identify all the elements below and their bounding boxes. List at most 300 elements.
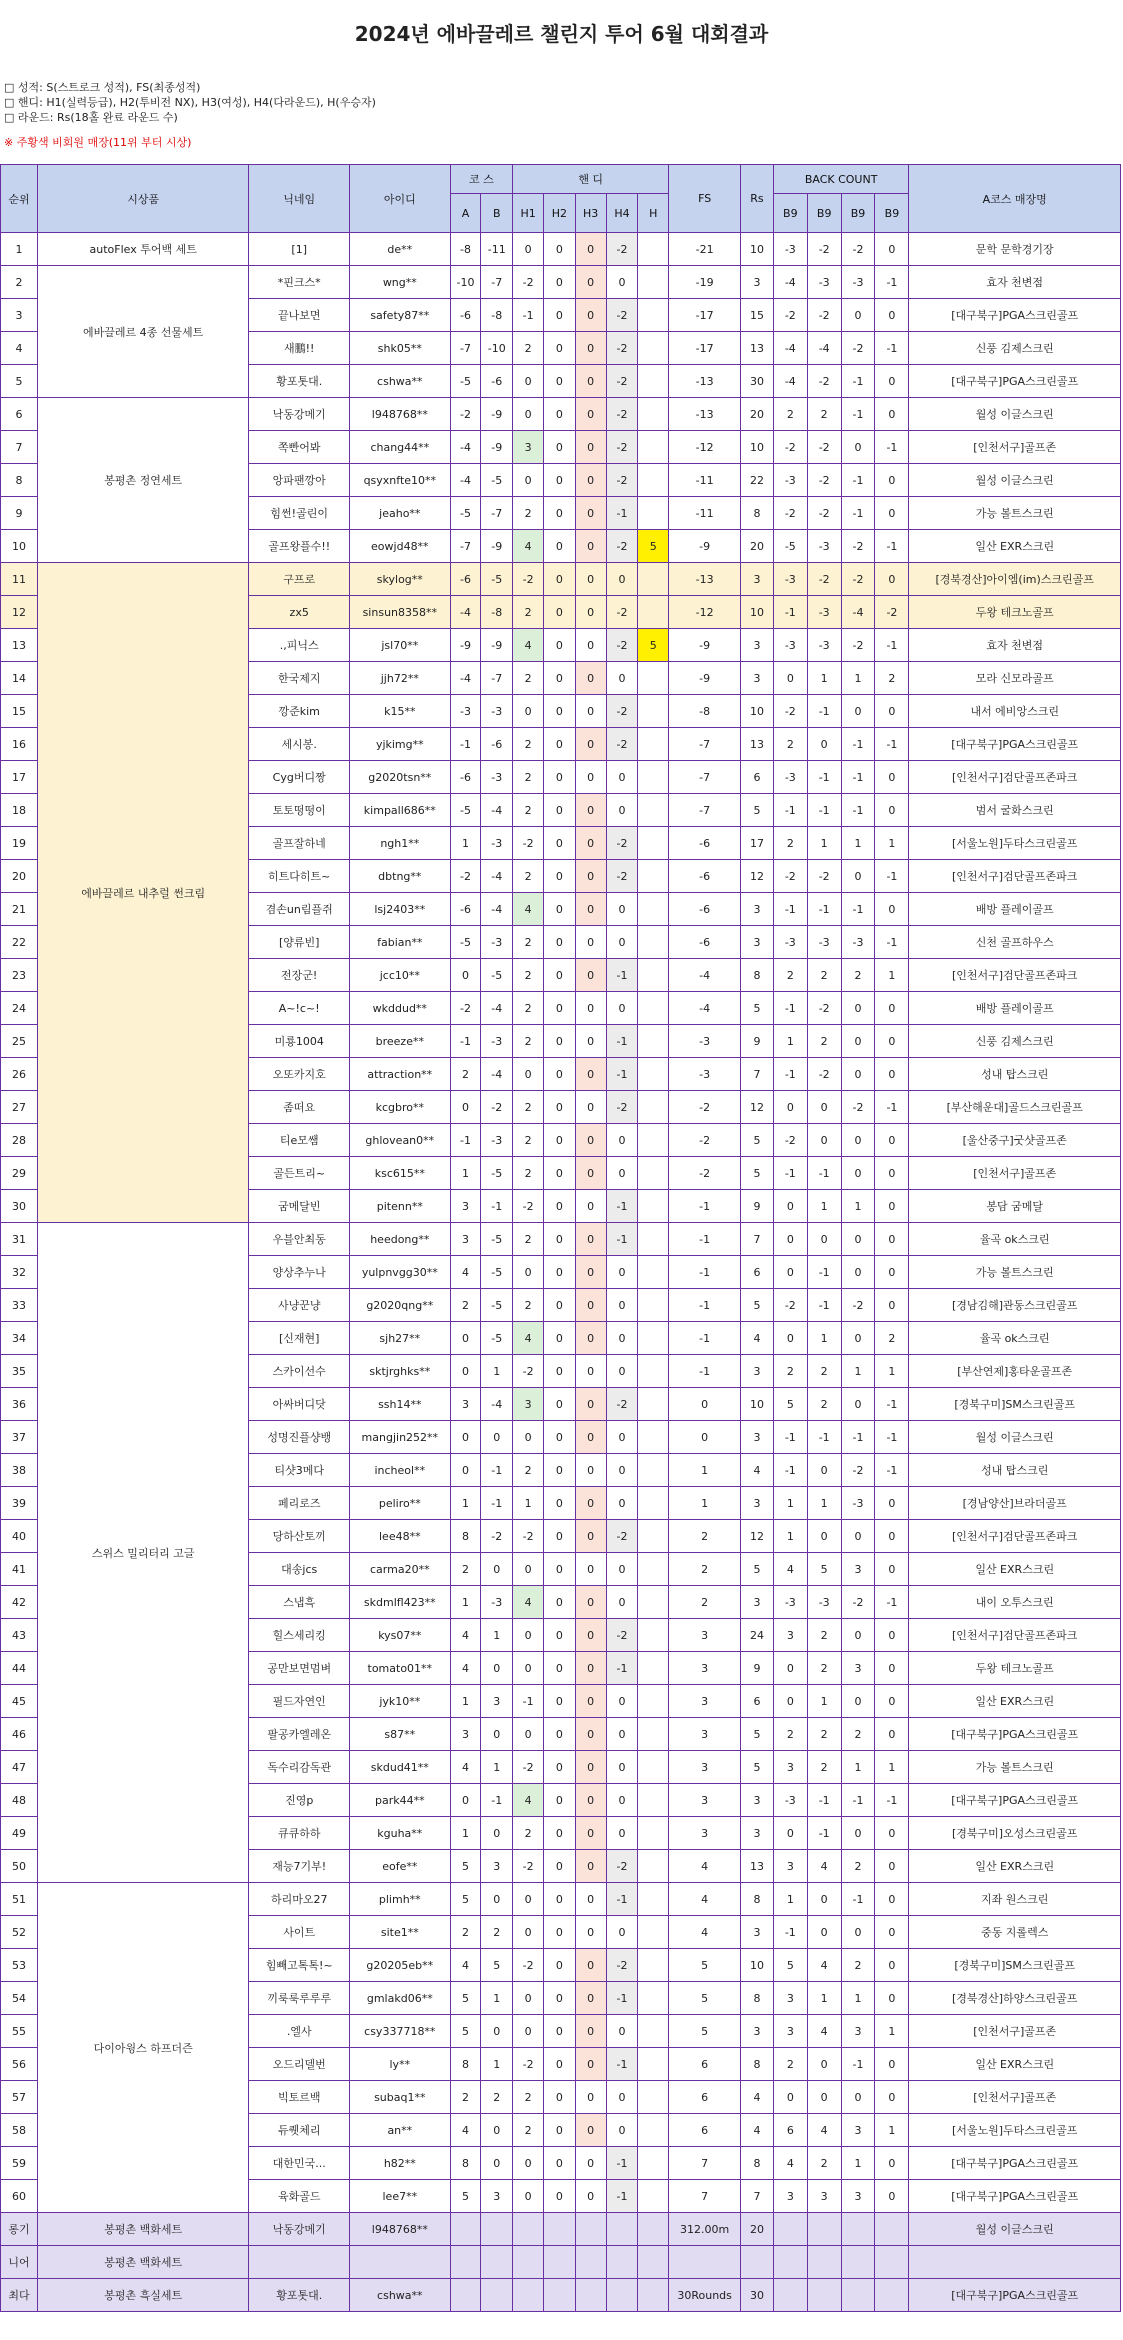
cell-h — [638, 728, 669, 761]
cell-h2: 0 — [543, 629, 575, 662]
cell-h — [638, 695, 669, 728]
cell-a: 3 — [450, 1190, 481, 1223]
cell-h3: 0 — [575, 827, 606, 860]
cell-id: ssh14** — [350, 1388, 451, 1421]
cell-h4: -1 — [606, 1223, 638, 1256]
cell-b9-4: 0 — [875, 233, 909, 266]
cell-a: 5 — [450, 1982, 481, 2015]
cell-b9-3: 3 — [841, 1553, 875, 1586]
prize-cell: 스위스 밀리터리 고글 — [37, 1223, 248, 1883]
header-a: A — [450, 194, 481, 233]
cell-b9-2: -3 — [807, 926, 841, 959]
cell-h3: 0 — [575, 1817, 606, 1850]
cell-b9-4: 0 — [875, 365, 909, 398]
cell-rs: 15 — [741, 299, 774, 332]
cell-b: -6 — [481, 365, 513, 398]
cell-b9-1: 2 — [773, 398, 807, 431]
cell-h — [638, 1091, 669, 1124]
prize-cell: 다이아윙스 하프더즌 — [37, 1883, 248, 2213]
cell-h2: 0 — [543, 1454, 575, 1487]
cell-rs: 9 — [741, 1652, 774, 1685]
cell-rs: 7 — [741, 2180, 774, 2213]
cell-b9-3: -1 — [841, 761, 875, 794]
cell-rank: 49 — [1, 1817, 38, 1850]
cell-b9-2: 4 — [807, 2114, 841, 2147]
cell-fs: -4 — [669, 992, 741, 1025]
cell-b9-4: 0 — [875, 1619, 909, 1652]
cell-store: [대구북구]PGA스크린골프 — [909, 365, 1121, 398]
cell-nick: 당하산토끼 — [249, 1520, 350, 1553]
cell-b9-4: 0 — [875, 2081, 909, 2114]
cell-h1: -2 — [513, 2048, 544, 2081]
note-rounds: □ 라운드: Rs(18홀 완료 라운드 수) — [4, 111, 178, 124]
cell-h2: 0 — [543, 695, 575, 728]
cell-h2: 0 — [543, 365, 575, 398]
cell-b9-3: -1 — [841, 2048, 875, 2081]
cell-fs: -21 — [669, 233, 741, 266]
cell-fs: 2 — [669, 1520, 741, 1553]
cell-b9-1: 0 — [773, 1817, 807, 1850]
cell-b9-1: 0 — [773, 2081, 807, 2114]
cell-b9-3: 3 — [841, 2180, 875, 2213]
cell-h1: 0 — [513, 1553, 544, 1586]
cell-h2: 0 — [543, 1124, 575, 1157]
cell-h1: 3 — [513, 1388, 544, 1421]
cell-h4: -2 — [606, 365, 638, 398]
cell-b9-1: 3 — [773, 1751, 807, 1784]
cell-id: mangjin252** — [350, 1421, 451, 1454]
cell-h3: 0 — [575, 1883, 606, 1916]
cell-b: -8 — [481, 596, 513, 629]
cell-h3: 0 — [575, 1355, 606, 1388]
cell-h1: -2 — [513, 266, 544, 299]
cell-b9-2: 2 — [807, 1751, 841, 1784]
cell-b9-4: 1 — [875, 1355, 909, 1388]
cell-h3: 0 — [575, 1652, 606, 1685]
cell-h3: 0 — [575, 1091, 606, 1124]
cell-a: 5 — [450, 2015, 481, 2048]
cell-fs: 3 — [669, 1652, 741, 1685]
cell-rs: 9 — [741, 1025, 774, 1058]
cell-h — [638, 365, 669, 398]
cell-h2: 0 — [543, 1619, 575, 1652]
cell-rank: 1 — [1, 233, 38, 266]
cell-b9-3: -2 — [841, 1289, 875, 1322]
cell-nick: 황포톳대. — [249, 365, 350, 398]
cell-rank: 41 — [1, 1553, 38, 1586]
cell-fs: 7 — [669, 2180, 741, 2213]
cell-b9-1: -2 — [773, 1124, 807, 1157]
cell-fs: -17 — [669, 332, 741, 365]
cell-b9-4: 0 — [875, 695, 909, 728]
cell-store: [인천서구]검단골프존파크 — [909, 1619, 1121, 1652]
cell-rs: 3 — [741, 893, 774, 926]
cell-b9-1: -4 — [773, 266, 807, 299]
cell-store: 월성 이글스크린 — [909, 1421, 1121, 1454]
cell-b9-2: 2 — [807, 959, 841, 992]
cell-b9-4: 0 — [875, 1916, 909, 1949]
cell-h2: 0 — [543, 398, 575, 431]
footer-store: [대구북구]PGA스크린골프 — [909, 2279, 1121, 2312]
cell-h3: 0 — [575, 1982, 606, 2015]
cell-b9-4: 0 — [875, 1124, 909, 1157]
cell-fs: 6 — [669, 2114, 741, 2147]
cell-b9-2: 4 — [807, 1949, 841, 1982]
cell-h2: 0 — [543, 1652, 575, 1685]
prize-cell: 에바끌레르 내추럴 썬크림 — [37, 563, 248, 1223]
cell-b: 0 — [481, 1817, 513, 1850]
cell-rs: 8 — [741, 497, 774, 530]
cell-store: 배방 플레이골프 — [909, 893, 1121, 926]
cell-b9-3: 0 — [841, 1619, 875, 1652]
cell-h4: 0 — [606, 1454, 638, 1487]
cell-h1: 0 — [513, 1718, 544, 1751]
cell-h1: 2 — [513, 728, 544, 761]
cell-store: [경북구미]오성스크린골프 — [909, 1817, 1121, 1850]
cell-id: g2020tsn** — [350, 761, 451, 794]
cell-fs: 0 — [669, 1388, 741, 1421]
cell-b9-2: -3 — [807, 266, 841, 299]
cell-store: [대구북구]PGA스크린골프 — [909, 299, 1121, 332]
cell-a: 4 — [450, 2114, 481, 2147]
cell-h1: 4 — [513, 530, 544, 563]
cell-nick: 전장군! — [249, 959, 350, 992]
cell-rank: 37 — [1, 1421, 38, 1454]
footer-nick — [249, 2246, 350, 2279]
cell-fs: -11 — [669, 497, 741, 530]
cell-b9-4: 0 — [875, 1223, 909, 1256]
cell-b9-2: -1 — [807, 761, 841, 794]
cell-h4: 0 — [606, 1685, 638, 1718]
cell-rs: 6 — [741, 761, 774, 794]
cell-h2: 0 — [543, 332, 575, 365]
cell-id: tomato01** — [350, 1652, 451, 1685]
cell-store: [인천서구]검단골프존파크 — [909, 860, 1121, 893]
cell-b9-4: 0 — [875, 761, 909, 794]
header-id: 아이디 — [350, 165, 451, 233]
cell-h — [638, 1157, 669, 1190]
cell-rs: 3 — [741, 1916, 774, 1949]
cell-b9-4: 0 — [875, 464, 909, 497]
cell-h3: 0 — [575, 1685, 606, 1718]
footer-prize: 봉평촌 흑실세트 — [37, 2279, 248, 2312]
cell-store: [경북구미]SM스크린골프 — [909, 1949, 1121, 1982]
cell-rank: 30 — [1, 1190, 38, 1223]
cell-a: -5 — [450, 497, 481, 530]
cell-b9-2: -2 — [807, 1058, 841, 1091]
cell-h4: 0 — [606, 761, 638, 794]
cell-h2: 0 — [543, 266, 575, 299]
cell-b9-3: 2 — [841, 959, 875, 992]
cell-h2: 0 — [543, 530, 575, 563]
cell-h1: -2 — [513, 1355, 544, 1388]
cell-id: jyk10** — [350, 1685, 451, 1718]
footer-row-most-rounds — [1, 2279, 1121, 2312]
cell-b9-1: 3 — [773, 2015, 807, 2048]
header-store: A코스 매장명 — [909, 165, 1121, 233]
cell-h1: -1 — [513, 299, 544, 332]
cell-h3: 0 — [575, 1949, 606, 1982]
cell-nick: 세시봉. — [249, 728, 350, 761]
cell-b9-2: -1 — [807, 1157, 841, 1190]
cell-id: an** — [350, 2114, 451, 2147]
cell-h4: 0 — [606, 1421, 638, 1454]
cell-fs: -2 — [669, 1157, 741, 1190]
special-awards — [1, 2213, 1121, 2312]
cell-nick: 토토떵떵이 — [249, 794, 350, 827]
cell-h — [638, 761, 669, 794]
cell-rs: 10 — [741, 596, 774, 629]
cell-h1: -2 — [513, 827, 544, 860]
cell-a: 0 — [450, 1091, 481, 1124]
cell-h3: 0 — [575, 2114, 606, 2147]
cell-b9-2: -1 — [807, 1289, 841, 1322]
cell-store: [서울노원]두타스크린골프 — [909, 2114, 1121, 2147]
cell-a: -6 — [450, 893, 481, 926]
cell-h — [638, 1685, 669, 1718]
cell-id: yulpnvgg30** — [350, 1256, 451, 1289]
cell-fs: 4 — [669, 1850, 741, 1883]
cell-b9-3: -1 — [841, 893, 875, 926]
cell-h2: 0 — [543, 1256, 575, 1289]
cell-h1: 0 — [513, 1619, 544, 1652]
cell-fs: 0 — [669, 1421, 741, 1454]
cell-store: 신풍 김제스크린 — [909, 332, 1121, 365]
cell-b: -5 — [481, 1256, 513, 1289]
cell-rs: 3 — [741, 2015, 774, 2048]
cell-b: -4 — [481, 794, 513, 827]
cell-h4: 0 — [606, 266, 638, 299]
cell-h2: 0 — [543, 596, 575, 629]
cell-h2: 0 — [543, 2048, 575, 2081]
cell-rank: 48 — [1, 1784, 38, 1817]
cell-h3: 0 — [575, 1454, 606, 1487]
cell-h3: 0 — [575, 1223, 606, 1256]
cell-fs: -13 — [669, 398, 741, 431]
cell-rs: 9 — [741, 1190, 774, 1223]
cell-nick: 히트다히트~ — [249, 860, 350, 893]
cell-b9-1: 0 — [773, 1190, 807, 1223]
cell-b9-4: -1 — [875, 1454, 909, 1487]
cell-h3: 0 — [575, 1058, 606, 1091]
cell-fs: -6 — [669, 926, 741, 959]
cell-b9-4: 0 — [875, 794, 909, 827]
cell-b9-3: 0 — [841, 1025, 875, 1058]
cell-b9-1: -4 — [773, 332, 807, 365]
cell-id: kys07** — [350, 1619, 451, 1652]
cell-h — [638, 1322, 669, 1355]
cell-b: -1 — [481, 1487, 513, 1520]
cell-rank: 25 — [1, 1025, 38, 1058]
cell-h4: -2 — [606, 1091, 638, 1124]
cell-h2: 0 — [543, 497, 575, 530]
cell-fs: -2 — [669, 1124, 741, 1157]
cell-h — [638, 1586, 669, 1619]
cell-a: -8 — [450, 233, 481, 266]
cell-b9-4: 0 — [875, 1025, 909, 1058]
cell-a: 0 — [450, 1784, 481, 1817]
cell-b: -11 — [481, 233, 513, 266]
cell-fs: -3 — [669, 1058, 741, 1091]
cell-b9-3: 1 — [841, 662, 875, 695]
cell-id: csy337718** — [350, 2015, 451, 2048]
cell-rank: 22 — [1, 926, 38, 959]
cell-h — [638, 1982, 669, 2015]
cell-h2: 0 — [543, 860, 575, 893]
cell-b9-2: 0 — [807, 2081, 841, 2114]
cell-h1: 0 — [513, 233, 544, 266]
cell-nick: 사이트 — [249, 1916, 350, 1949]
cell-b9-1: 3 — [773, 1619, 807, 1652]
cell-rank: 29 — [1, 1157, 38, 1190]
cell-b9-4: 0 — [875, 1652, 909, 1685]
cell-b9-3: -1 — [841, 365, 875, 398]
cell-store: [대구북구]PGA스크린골프 — [909, 1718, 1121, 1751]
cell-b: 0 — [481, 1553, 513, 1586]
cell-h — [638, 2081, 669, 2114]
cell-h1: -1 — [513, 1685, 544, 1718]
cell-fs: 2 — [669, 1586, 741, 1619]
header-h4: H4 — [606, 194, 638, 233]
cell-rank: 44 — [1, 1652, 38, 1685]
cell-b9-3: -2 — [841, 233, 875, 266]
cell-b9-3: -1 — [841, 794, 875, 827]
cell-fs: 1 — [669, 1454, 741, 1487]
footer-fs — [669, 2246, 741, 2279]
cell-h — [638, 464, 669, 497]
cell-store: 문학 문학경기장 — [909, 233, 1121, 266]
cell-rank: 24 — [1, 992, 38, 1025]
cell-b9-2: 0 — [807, 2048, 841, 2081]
cell-h3: 0 — [575, 794, 606, 827]
cell-fs: 2 — [669, 1553, 741, 1586]
cell-id: skdmlfl423** — [350, 1586, 451, 1619]
cell-h4: -2 — [606, 728, 638, 761]
cell-h1: -2 — [513, 1850, 544, 1883]
cell-b: -7 — [481, 662, 513, 695]
cell-store: 지좌 원스크린 — [909, 1883, 1121, 1916]
cell-b9-4: 0 — [875, 1850, 909, 1883]
cell-b9-1: -1 — [773, 794, 807, 827]
cell-rs: 5 — [741, 1718, 774, 1751]
cell-h — [638, 827, 669, 860]
cell-b9-2: 1 — [807, 1487, 841, 1520]
cell-h — [638, 1355, 669, 1388]
footer-rank: 최다 — [1, 2279, 38, 2312]
cell-h3: 0 — [575, 1718, 606, 1751]
cell-rank: 23 — [1, 959, 38, 992]
cell-h3: 0 — [575, 662, 606, 695]
cell-h3: 0 — [575, 596, 606, 629]
header-b9-1: B9 — [773, 194, 807, 233]
cell-rs: 10 — [741, 695, 774, 728]
cell-b9-4: 1 — [875, 2015, 909, 2048]
cell-b9-3: 3 — [841, 2015, 875, 2048]
cell-h — [638, 1058, 669, 1091]
cell-b9-3: 1 — [841, 1355, 875, 1388]
cell-h4: -1 — [606, 1883, 638, 1916]
cell-h4: -2 — [606, 1520, 638, 1553]
cell-store: 범서 굴화스크린 — [909, 794, 1121, 827]
cell-b9-4: -1 — [875, 530, 909, 563]
cell-h1: 2 — [513, 1157, 544, 1190]
cell-h3: 0 — [575, 1916, 606, 1949]
cell-h3: 0 — [575, 992, 606, 1025]
cell-b9-4: 0 — [875, 1190, 909, 1223]
cell-store: 모라 신모라골프 — [909, 662, 1121, 695]
cell-fs: 3 — [669, 1817, 741, 1850]
cell-b: -4 — [481, 860, 513, 893]
cell-b9-1: -1 — [773, 893, 807, 926]
cell-rs: 7 — [741, 1058, 774, 1091]
cell-h1: 0 — [513, 1916, 544, 1949]
cell-rs: 5 — [741, 794, 774, 827]
cell-id: gmlakd06** — [350, 1982, 451, 2015]
cell-h — [638, 662, 669, 695]
cell-fs: -6 — [669, 860, 741, 893]
cell-a: 2 — [450, 1289, 481, 1322]
cell-b9-3: 2 — [841, 1850, 875, 1883]
cell-h2: 0 — [543, 1421, 575, 1454]
cell-id: cshwa** — [350, 365, 451, 398]
cell-fs: -3 — [669, 1025, 741, 1058]
cell-b: -3 — [481, 1025, 513, 1058]
cell-b9-3: -3 — [841, 266, 875, 299]
cell-h3: 0 — [575, 1751, 606, 1784]
cell-store: [경북구미]SM스크린골프 — [909, 1388, 1121, 1421]
cell-a: -6 — [450, 299, 481, 332]
cell-rank: 46 — [1, 1718, 38, 1751]
cell-rank: 60 — [1, 2180, 38, 2213]
cell-b: -5 — [481, 464, 513, 497]
cell-b9-4: 0 — [875, 497, 909, 530]
cell-nick: 페리로즈 — [249, 1487, 350, 1520]
header-rank: 순위 — [1, 165, 38, 233]
cell-b9-3: -2 — [841, 1091, 875, 1124]
cell-b9-4: -1 — [875, 1388, 909, 1421]
cell-fs: -1 — [669, 1190, 741, 1223]
footer-rs: 20 — [741, 2213, 774, 2246]
note-handicap: □ 핸디: H1(실력등급), H2(투비전 NX), H3(여성), H4(다라운드), H(우승자) — [4, 96, 376, 109]
cell-h4: -2 — [606, 299, 638, 332]
cell-b9-3: -1 — [841, 464, 875, 497]
cell-rs: 8 — [741, 2147, 774, 2180]
cell-rank: 4 — [1, 332, 38, 365]
cell-b9-2: 0 — [807, 728, 841, 761]
cell-fs: 5 — [669, 1982, 741, 2015]
cell-b9-2: 2 — [807, 1025, 841, 1058]
cell-store: 내서 에비앙스크린 — [909, 695, 1121, 728]
cell-h2: 0 — [543, 464, 575, 497]
cell-nick: 겸손un림플쥐 — [249, 893, 350, 926]
cell-b9-3: -1 — [841, 398, 875, 431]
cell-h3: 0 — [575, 464, 606, 497]
cell-b: 0 — [481, 1718, 513, 1751]
cell-id: park44** — [350, 1784, 451, 1817]
cell-h3: 0 — [575, 1289, 606, 1322]
cell-store: 신풍 김제스크린 — [909, 1025, 1121, 1058]
cell-nick: 쪽빤어봐 — [249, 431, 350, 464]
cell-h2: 0 — [543, 1883, 575, 1916]
cell-b9-3: 0 — [841, 1916, 875, 1949]
cell-h3: 0 — [575, 1553, 606, 1586]
cell-h3: 0 — [575, 1784, 606, 1817]
cell-h — [638, 1025, 669, 1058]
cell-b9-2: 0 — [807, 1223, 841, 1256]
cell-b9-3: 0 — [841, 695, 875, 728]
cell-store: [경남김해]관동스크린골프 — [909, 1289, 1121, 1322]
cell-rs: 3 — [741, 563, 774, 596]
